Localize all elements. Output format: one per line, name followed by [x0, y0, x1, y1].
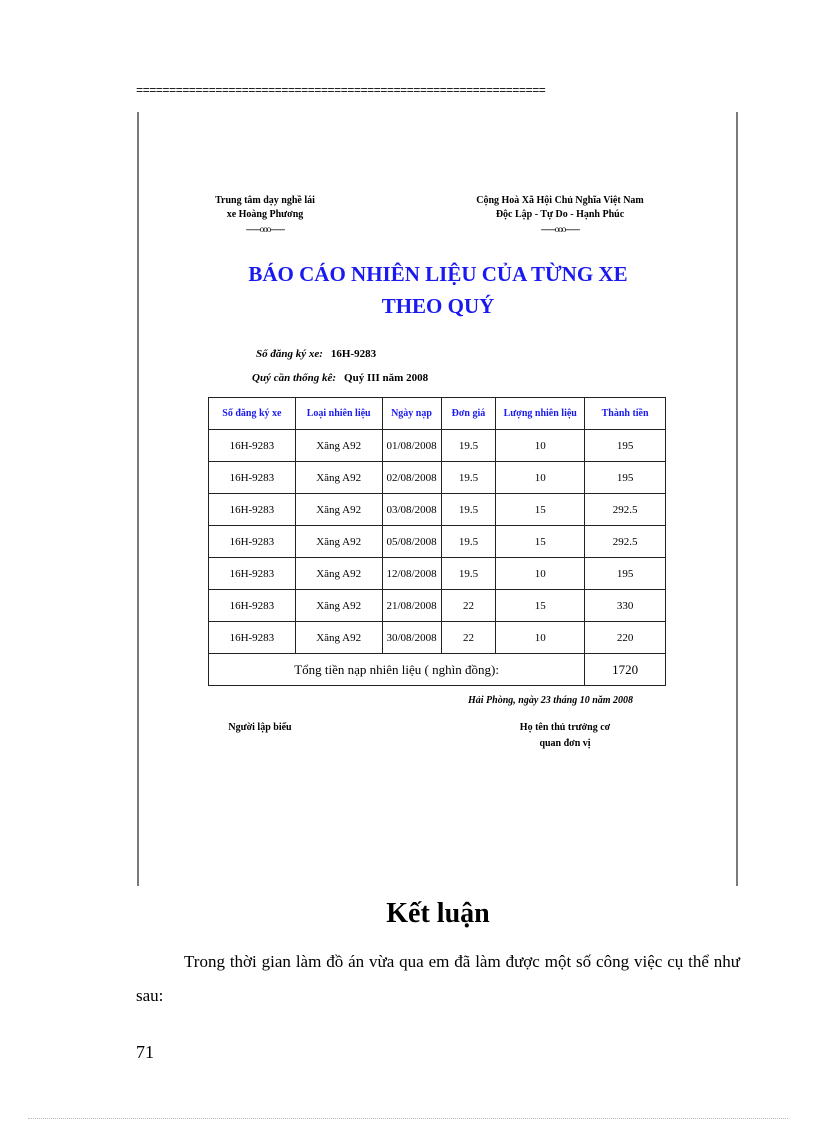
table-cell: 292.5	[585, 526, 666, 558]
quarter-label: Quý cần thống kê:	[252, 372, 337, 384]
table-cell: 220	[585, 622, 666, 654]
table-cell: 15	[496, 494, 585, 526]
table-cell: Xăng A92	[295, 430, 382, 462]
table-cell: 22	[441, 590, 496, 622]
right-frame-line	[736, 112, 738, 886]
table-cell: 19.5	[441, 462, 496, 494]
page-number: 71	[136, 1042, 154, 1062]
table-cell: Xăng A92	[295, 622, 382, 654]
fuel-report-table	[208, 397, 666, 686]
table-cell: 16H-9283	[209, 558, 296, 590]
table-cell: Xăng A92	[295, 558, 382, 590]
total-value: 1720	[585, 654, 666, 686]
table-cell: 19.5	[441, 558, 496, 590]
table-cell: 15	[496, 590, 585, 622]
column-header: Thành tiền	[585, 398, 666, 430]
table-cell: 16H-9283	[209, 622, 296, 654]
column-header: Loại nhiên liệu	[295, 398, 382, 430]
date-line: Hải Phòng, ngày 23 tháng 10 năm 2008	[468, 695, 634, 706]
table-row	[209, 494, 666, 526]
table-row	[209, 558, 666, 590]
table-cell: 16H-9283	[209, 462, 296, 494]
column-header: Ngày nạp	[382, 398, 441, 430]
table-cell: 05/08/2008	[382, 526, 441, 558]
table-row	[209, 622, 666, 654]
total-label: Tổng tiền nạp nhiên liệu ( nghìn đồng):	[209, 654, 585, 686]
bottom-dotted-divider	[28, 1118, 788, 1119]
table-cell: 16H-9283	[209, 590, 296, 622]
table-cell: 292.5	[585, 494, 666, 526]
table-header-row	[209, 398, 666, 430]
table-cell: 195	[585, 430, 666, 462]
table-cell: Xăng A92	[295, 494, 382, 526]
table-cell: 16H-9283	[209, 494, 296, 526]
registration-value: 16H-9283	[330, 348, 377, 360]
header-left-line1: Trung tâm dạy nghề lái	[215, 195, 315, 206]
header-left-line2: xe Hoàng Phương	[226, 209, 304, 220]
table-cell: 22	[441, 622, 496, 654]
table-cell: 330	[585, 590, 666, 622]
table-cell: 195	[585, 558, 666, 590]
header-right-dash: -------ooo-------	[540, 224, 580, 234]
column-header: Đơn giá	[441, 398, 496, 430]
table-cell: 19.5	[441, 526, 496, 558]
signature-right-line1: Họ tên thủ trưởng cơ	[519, 722, 611, 733]
table-cell: 21/08/2008	[382, 590, 441, 622]
column-header: Số đăng ký xe	[209, 398, 296, 430]
table-cell: Xăng A92	[295, 462, 382, 494]
table-cell: 12/08/2008	[382, 558, 441, 590]
table-row	[209, 462, 666, 494]
registration-line	[256, 348, 376, 360]
conclusion-heading: Kết luận	[386, 898, 490, 929]
table-cell: 10	[496, 622, 585, 654]
table-cell: 16H-9283	[209, 526, 296, 558]
table-cell: 19.5	[441, 494, 496, 526]
signature-left: Người lập biểu	[228, 722, 292, 733]
column-header: Lượng nhiên liệu	[496, 398, 585, 430]
table-cell: Xăng A92	[295, 590, 382, 622]
table-row	[209, 430, 666, 462]
signature-right-line2: quan đơn vị	[539, 738, 591, 749]
header-left	[195, 194, 335, 236]
header-right-line2: Độc Lập - Tự Do - Hạnh Phúc	[495, 209, 625, 220]
quarter-value: Quý III năm 2008	[344, 372, 429, 384]
header-right-line1: Cộng Hoà Xã Hội Chủ Nghĩa Việt Nam	[476, 195, 644, 206]
top-separator: ==============================================================	[136, 84, 546, 98]
conclusion-paragraph: Trong thời gian làm đồ án vừa qua em đã làm được một số công việc cụ thể như sau:	[136, 952, 740, 1005]
table-cell: 01/08/2008	[382, 430, 441, 462]
table-cell: 03/08/2008	[382, 494, 441, 526]
table-cell: Xăng A92	[295, 526, 382, 558]
report-title-line1: BÁO CÁO NHIÊN LIỆU CỦA TỪNG XE	[248, 262, 628, 286]
registration-label: Số đăng ký xe:	[256, 348, 323, 360]
signature-right	[490, 720, 640, 752]
header-right	[450, 194, 670, 236]
table-cell: 10	[496, 558, 585, 590]
table-cell: 195	[585, 462, 666, 494]
report-title	[140, 258, 736, 322]
table-cell: 16H-9283	[209, 430, 296, 462]
table-cell: 10	[496, 462, 585, 494]
table-cell: 10	[496, 430, 585, 462]
table-cell: 19.5	[441, 430, 496, 462]
report-title-line2: THEO QUÝ	[381, 294, 495, 318]
left-frame-line	[137, 112, 139, 886]
table-row	[209, 590, 666, 622]
table-cell: 30/08/2008	[382, 622, 441, 654]
table-total-row	[209, 654, 666, 686]
quarter-line	[252, 372, 428, 384]
table-cell: 15	[496, 526, 585, 558]
table-row	[209, 526, 666, 558]
header-left-dash: -------ooo-------	[245, 224, 285, 234]
table-cell: 02/08/2008	[382, 462, 441, 494]
